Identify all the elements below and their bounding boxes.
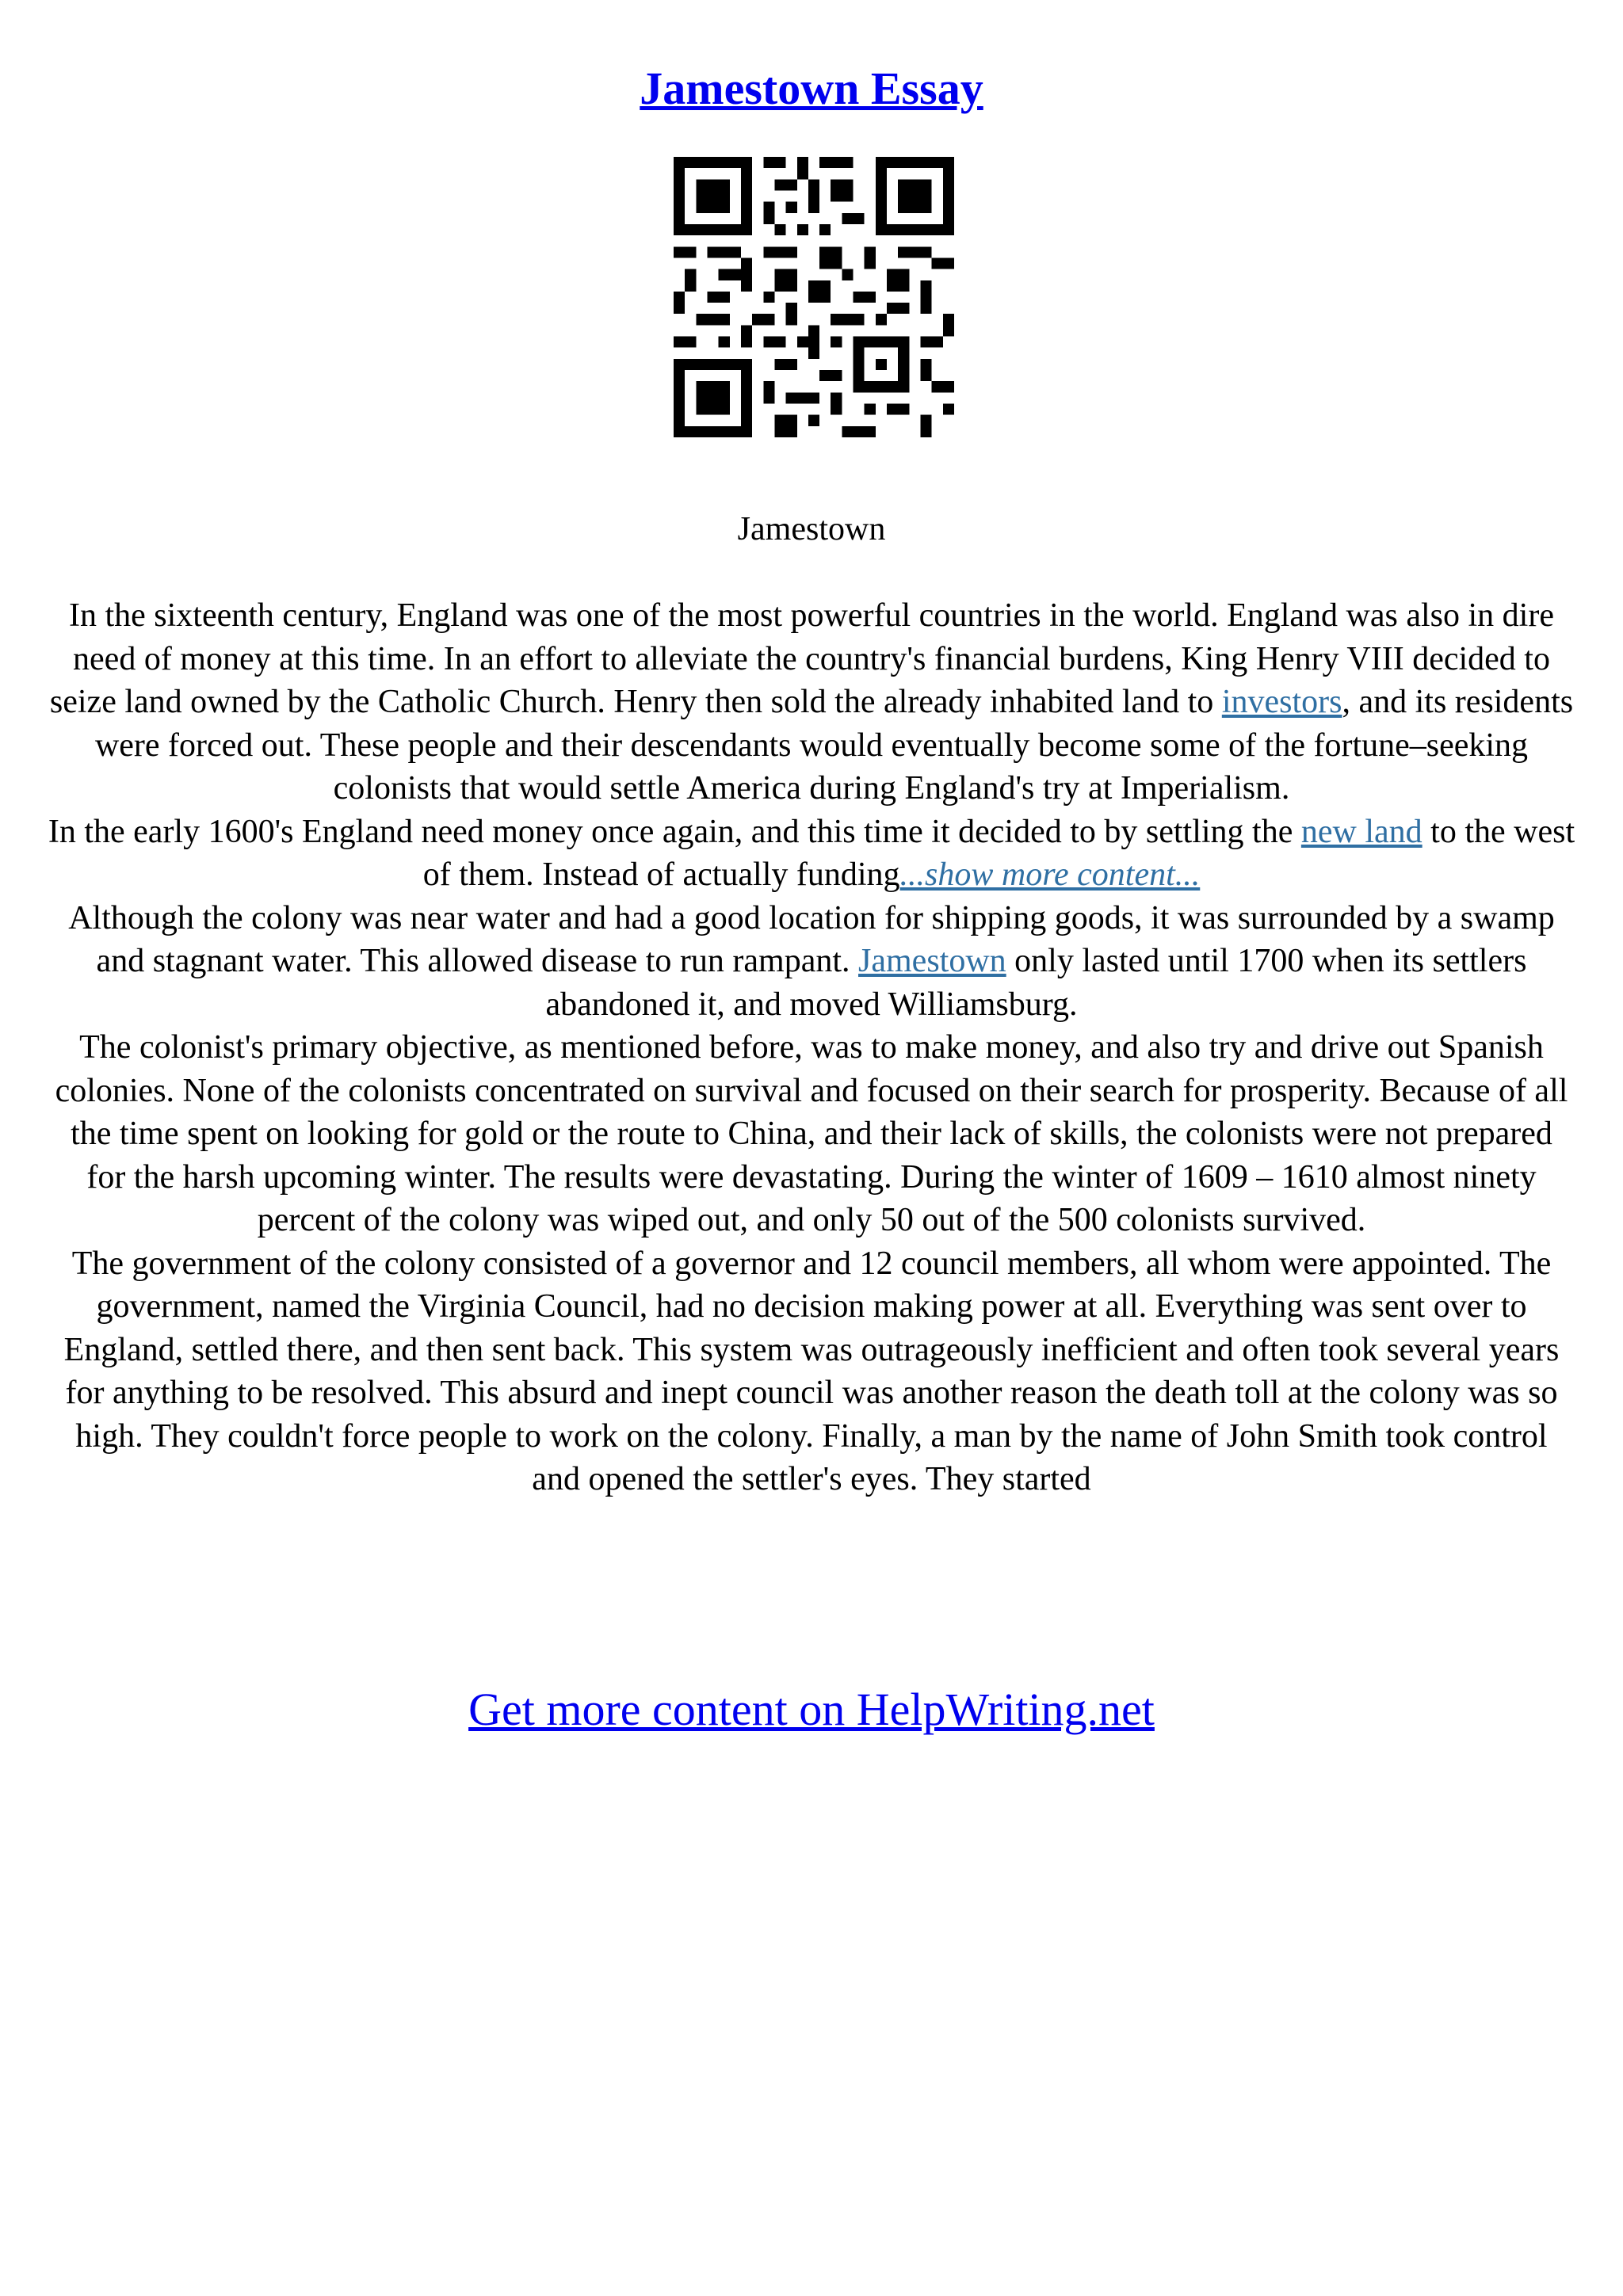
paragraph-3 — [48, 897, 1575, 1027]
paragraph-3-text-a: Although the colony was near water and had a good location for shipping goods, it was surrounded by a swamp and stagnant water. This allowed disease to run rampant. — [68, 899, 1555, 979]
page-title — [0, 57, 1623, 120]
essay-body — [48, 594, 1575, 1501]
get-more-content-link[interactable]: Get more content on HelpWriting.net — [468, 1684, 1155, 1735]
paragraph-4: The colonist's primary objective, as mentioned before, was to make money, and also try and drive out Spanish colonies. None of the colonists concentrated on survival and focused on their search for prosperity. Because of all the time spent on looking for gold or the route to China, and their lack of skills, the colonists were not prepared for the harsh upcoming winter. The results were devastating. During the winter of 1609 – 1610 almost ninety percent of the colony was wiped out, and only 50 out of the 500 colonists survived. — [55, 1029, 1568, 1238]
paragraph-2-text-a: In the early 1600's England need money once again, and this time it decided to by settling the — [48, 813, 1301, 850]
paragraph-1 — [48, 594, 1575, 810]
paragraph-2 — [48, 810, 1575, 897]
get-more-content — [0, 1680, 1623, 1740]
essay-heading: Jamestown — [737, 511, 886, 547]
paragraph-3-text-b: only lasted until 1700 when its settlers abandoned it, and moved Williamsburg. — [545, 943, 1527, 1023]
jamestown-link[interactable]: Jamestown — [858, 943, 1006, 979]
show-more-link[interactable]: ...show more content... — [899, 856, 1201, 893]
title-link[interactable]: Jamestown Essay — [640, 63, 983, 114]
paragraph-2-text-b: to the west of them. Instead of actually funding — [422, 813, 1575, 893]
paragraph-5: The government of the colony consisted of a governor and 12 council members, all whom were appointed. The government, named the Virginia Council, had no decision making power at all. Everything was sent over to England, settled there, and then sent back. This system was outrageously inefficient and often took several years for anything to be resolved. This absurd and inept council was another reason the death toll at the colony was so high. They couldn't force people to work on the colony. Finally, a man by the name of John Smith took control and opened the settler's eyes. They started — [63, 1245, 1560, 1497]
qr-code — [674, 157, 954, 437]
paragraph-1-text-a: In the sixteenth century, England was one of the most powerful countries in the world. England was also in dire need of money at this time. In an effort to alleviate the country's financial burdens, King Henry VIII decided to seize land owned by the Catholic Church. Henry then sold the already inhabited land to — [49, 597, 1554, 720]
new-land-link[interactable]: new land — [1300, 813, 1423, 850]
investors-link[interactable]: investors — [1221, 684, 1342, 720]
paragraph-1-text-b: , and its residents were forced out. These people and their descendants would eventually become some of the fortune–seeking colonists that would settle America during England's try at Imperialism. — [94, 684, 1574, 807]
